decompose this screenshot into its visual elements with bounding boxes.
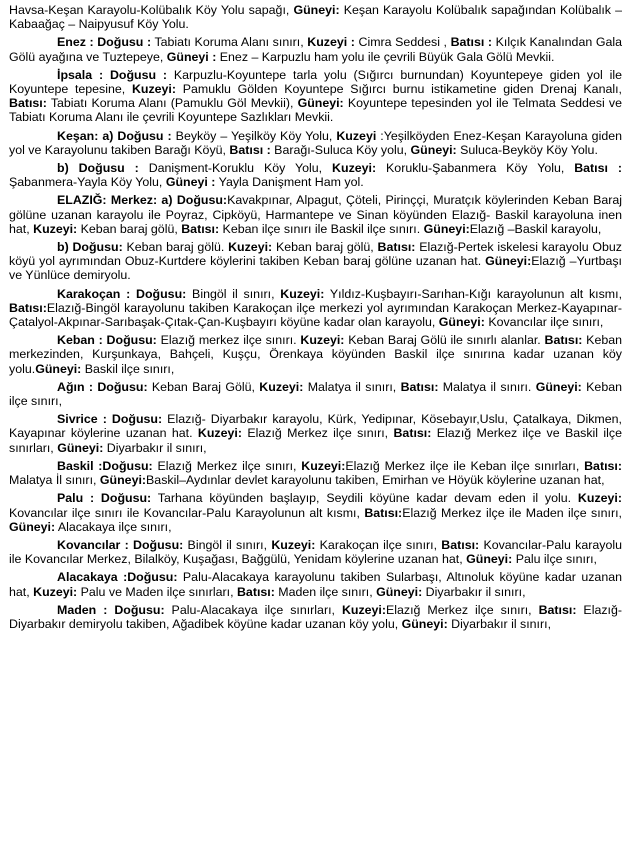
bold-label: Batısı:	[538, 602, 577, 617]
text-run: Şabanmera-Yayla Köy Yolu,	[9, 175, 166, 190]
text-run: Koruklu-Şabanmera Köy Yolu,	[376, 161, 575, 176]
text-run: Keban Baraj Gölü,	[147, 379, 260, 394]
paragraph	[9, 412, 622, 455]
bold-label: Güneyi:	[35, 361, 82, 376]
bold-label: Kuzeyi:	[280, 286, 325, 301]
bold-label: Güneyi:	[293, 3, 340, 17]
text-run: Tabiatı Koruma Alanı (Pamuklu Göl Mevkii),	[46, 96, 298, 111]
text-run: :Yeşilköyden Enez-Keşan Karayoluna giden yol ve Karayolunu takiben Barağı Köyü,	[9, 128, 623, 157]
bold-label: b) Doğusu :	[57, 161, 139, 176]
paragraph	[9, 538, 622, 566]
paragraph	[9, 161, 622, 189]
bold-label: Baskil :Doğusu:	[57, 458, 153, 473]
text-run: Keban merkezinden, Kurşunkaya, Bahçeli, Kuşçu, Örenkaya köyünden Baskil ilçe sınırına kadar uzanan köy yolu.	[9, 333, 623, 376]
bold-label: Güneyi:	[438, 315, 485, 330]
bold-label: Batısı:	[584, 458, 622, 473]
bold-label: Kuzeyi:	[341, 602, 387, 617]
bold-label: Batısı:	[181, 221, 220, 236]
paragraph	[9, 380, 622, 408]
text-run: Elazığ Merkez ilçe sınırı,	[241, 426, 394, 441]
text-run: Elazığ Merkez ilçe ile Maden ilçe sınırı,	[402, 505, 622, 520]
text-run: Beyköy – Yeşilköy Köy Yolu,	[171, 128, 337, 143]
text-run: Havsa-Keşan Karayolu-Kolübalık Köy Yolu sapağı,	[9, 3, 294, 17]
paragraph	[9, 603, 622, 631]
text-run: Diyarbakır il sınırı,	[422, 584, 526, 599]
text-run: Tarhana köyünden başlayıp, Seydili köyüne kadar devam eden il yolu.	[151, 491, 578, 506]
text-run: Malatya il sınırı,	[303, 379, 401, 394]
text-run: Pamuklu Gölden Koyuntepe Sığırcı burnu istikametine giden Drenaj Kanalı,	[176, 82, 622, 97]
bold-label: Güneyi:	[423, 221, 470, 236]
bold-label: Güneyi:	[485, 254, 532, 269]
bold-label: Batısı:	[400, 379, 439, 394]
text-run: Elazığ Merkez ilçe sınırı,	[152, 458, 302, 473]
text-run: Keban baraj gölü,	[272, 240, 378, 255]
bold-label: Batısı:	[9, 300, 47, 315]
text-run: Baskil–Aydınlar devlet karayolunu takiben, Emirhan ve Höyük köylerine uzanan hat,	[146, 473, 605, 488]
bold-label: b) Doğusu:	[57, 240, 123, 255]
text-run: Bingöl il sınırı,	[186, 286, 281, 301]
text-run: Palu ilçe sınırı,	[512, 552, 597, 567]
bold-label: Batısı :	[229, 142, 271, 157]
bold-label: Kuzeyi:	[228, 240, 273, 255]
text-run: Palu-Alacakaya karayolunu takiben Sularbaşı, Altınoluk köyüne kadar uzanan hat,	[9, 570, 622, 599]
bold-label: Sivrice : Doğusu:	[57, 412, 163, 427]
paragraph	[9, 35, 622, 63]
bold-label: Keşan: a) Doğusu :	[57, 128, 172, 143]
text-run: Keşan Karayolu Kolübalık sapağından Kolübalık – Kabaağaç – Naipyusuf Köy Yolu.	[9, 3, 622, 32]
text-run: Keban ilçe sınırı,	[9, 379, 622, 409]
text-run: Elazığ-Pertek iskelesi karayolu Obuz köyü yol ayrımından Obuz-Kurtdere köylerini takiben Keban baraj gölüne uzanan hat.	[9, 240, 622, 269]
bold-label: Batısı:	[441, 537, 480, 552]
text-run: Keban Baraj Gölü ile sınırlı alanlar.	[344, 333, 545, 348]
text-run: Palu ve Maden ilçe sınırları,	[77, 584, 237, 599]
text-run: Diyarbakır il sınırı,	[447, 616, 552, 631]
bold-label: Keban : Doğusu:	[57, 333, 157, 348]
paragraph	[9, 68, 622, 125]
bold-label: Güneyi:	[376, 584, 423, 599]
bold-label: Batısı :	[574, 161, 623, 176]
text-run: Danişment-Koruklu Köy Yolu,	[138, 161, 333, 176]
bold-label: Güneyi :	[165, 175, 216, 190]
text-run: Kavakpınar, Alpagut, Çöteli, Pirinççi, Muratçık köylerinden Keban Baraj gölüne uzanan karayolu ile Poyraz, Cipköyü, Harmantepe ve Sinan köyünden Elazığ- Baskil karayoluna inen hat,	[9, 193, 622, 236]
bold-label: Güneyi:	[57, 440, 104, 455]
bold-label: Kuzeyi:	[332, 161, 377, 176]
bold-label: Maden : Doğusu:	[57, 602, 165, 617]
text-run: Kovancılar ilçe sınırı,	[484, 315, 604, 330]
text-run: Keban baraj gölü.	[122, 240, 229, 255]
bold-label: Batısı:	[364, 505, 403, 520]
bold-label: Güneyi:	[99, 473, 147, 488]
paragraph	[9, 3, 622, 31]
bold-label: Güneyi:	[410, 142, 457, 157]
text-run: Elazığ Merkez ilçe ve Baskil ilçe sınırları,	[9, 426, 622, 455]
bold-label: Kuzeyi:	[33, 221, 78, 236]
bold-label: Kuzeyi:	[259, 379, 304, 394]
bold-label: Kuzeyi :	[307, 35, 355, 50]
bold-label: Güneyi :	[166, 49, 217, 64]
paragraph	[9, 491, 622, 534]
text-run: Yıldız-Kuşbayırı-Sarıhan-Kığı karayolunun alt kısmı,	[324, 286, 623, 301]
text-run: Barağı-Suluca Köy yolu,	[270, 142, 411, 157]
text-run: Elazığ- Diyarbakır karayolu, Kürk, Yedipınar, Kösebayır,Uslu, Çatalkaya, Dikmen, Kayapınar köylerine uzanan hat.	[9, 412, 622, 441]
text-run: Palu-Alacakaya ilçe sınırları,	[164, 602, 342, 617]
paragraph	[9, 570, 622, 598]
text-run: Keban ilçe sınırı ile Baskil ilçe sınırı.	[219, 221, 424, 236]
text-run: Malatya il sınırı.	[438, 379, 536, 394]
bold-label: Güneyi:	[9, 519, 56, 534]
bold-label: Ağın : Doğusu:	[57, 379, 148, 394]
bold-label: Alacakaya :Doğusu:	[57, 570, 178, 585]
text-run: Baskil ilçe sınırı,	[81, 361, 175, 376]
paragraph	[9, 193, 622, 236]
bold-label: Kuzeyi	[336, 128, 377, 143]
text-run: Alacakaya ilçe sınırı,	[55, 519, 172, 534]
text-run: Koyuntepe tepesinden yol ile Telmata Seddesi ve Tabiatı Koruma Alanı ile çevrili Koyuntepe Sazlıkları Mevkii.	[9, 96, 622, 125]
text-run: Yayla Danişment Ham yol.	[215, 175, 364, 190]
text-run: Cimra Seddesi ,	[354, 35, 451, 50]
text-run: Kılçık Kanalından Gala Gölü ayağına ve Tuztepeye,	[9, 35, 622, 64]
bold-label: Kuzeyi:	[301, 458, 346, 473]
text-run: Elazığ –Yurtbaşı ve Yünlüce demiryolu.	[9, 254, 622, 283]
bold-label: Güneyi:	[297, 96, 344, 111]
bold-label: Güneyi:	[535, 379, 582, 394]
bold-label: Karakoçan : Doğusu:	[57, 286, 187, 301]
bold-label: Batısı:	[236, 584, 275, 599]
bold-label: Enez : Doğusu :	[57, 35, 152, 50]
text-run: Suluca-Beyköy Köy Yolu.	[456, 142, 598, 157]
bold-label: Kuzeyi:	[271, 537, 316, 552]
paragraph	[9, 129, 622, 157]
bold-label: Batısı:	[393, 426, 432, 441]
bold-label: Kuzeyi:	[131, 82, 177, 97]
text-run: Elazığ-Diyarbakır demiryolu takiben, Ağadibek köyüne kadar uzanan köy yolu,	[9, 602, 622, 631]
bold-label: Güneyi:	[401, 616, 448, 631]
bold-label: İpsala : Doğusu :	[57, 67, 168, 82]
text-run: Malatya İl sınırı,	[9, 473, 100, 488]
text-run: Kovancılar ilçe sınırı ile Kovancılar-Palu Karayolunun alt kısmı,	[9, 505, 365, 520]
bold-label: Kuzeyi:	[33, 584, 78, 599]
text-run: Kovancılar-Palu karayolu ile Kovancılar Merkez, Bilalköy, Kuşağası, Bağgülü, Yenidam köylerine uzanan hat,	[9, 537, 623, 567]
paragraph	[9, 287, 622, 330]
text-run: Keban baraj gölü,	[77, 221, 182, 236]
text-run: Elazığ Merkez ilçe ile Keban ilçe sınırları,	[345, 458, 585, 473]
bold-label: Palu : Doğusu:	[57, 491, 152, 506]
text-run: Elazığ Merkez ilçe sınırı,	[386, 602, 539, 617]
text-run: Elazığ –Baskil karayolu,	[469, 221, 602, 236]
bold-label: Kovancılar : Doğusu:	[57, 537, 184, 552]
text-run: Karakoçan ilçe sınırı,	[315, 537, 442, 552]
paragraph	[9, 240, 622, 283]
bold-label: Batısı:	[9, 96, 47, 111]
text-run: Karpuzlu-Koyuntepe tarla yolu (Sığırcı burnundan) Koyuntepeye giden yol ile Koyuntepe tepesine,	[9, 67, 622, 97]
paragraph	[9, 459, 622, 487]
bold-label: Kuzeyi:	[577, 491, 622, 506]
text-run: Bingöl il sınırı,	[183, 537, 272, 552]
text-run: Maden ilçe sınırı,	[274, 584, 377, 599]
bold-label: Batısı :	[450, 35, 493, 50]
bold-label: Batısı:	[377, 240, 416, 255]
text-run: Tabiatı Koruma Alanı sınırı,	[151, 35, 308, 50]
text-run: Enez – Karpuzlu ham yolu ile çevrili Büyük Gala Gölü Mevkii.	[216, 49, 555, 64]
bold-label: ELAZIĞ: Merkez: a) Doğusu:	[57, 193, 228, 208]
text-run: Diyarbakır il sınırı,	[103, 440, 207, 455]
paragraph	[9, 333, 622, 376]
bold-label: Güneyi:	[466, 552, 513, 567]
text-run: Elazığ-Bingöl karayolunu takiben Karakoçan ilçe merkezi yol ayrımından Karakoçan Merkez-Kayapınar-Çatalyol-Akpınar-Sarıbaşak-Çıtak-Çan-Kuşbayırı köyüne kadar olan karayolu,	[9, 300, 622, 330]
bold-label: Kuzeyi:	[300, 333, 345, 348]
bold-label: Kuzeyi:	[197, 426, 242, 441]
bold-label: Batısı:	[544, 333, 583, 348]
text-run: Elazığ merkez ilçe sınırı.	[156, 333, 301, 348]
